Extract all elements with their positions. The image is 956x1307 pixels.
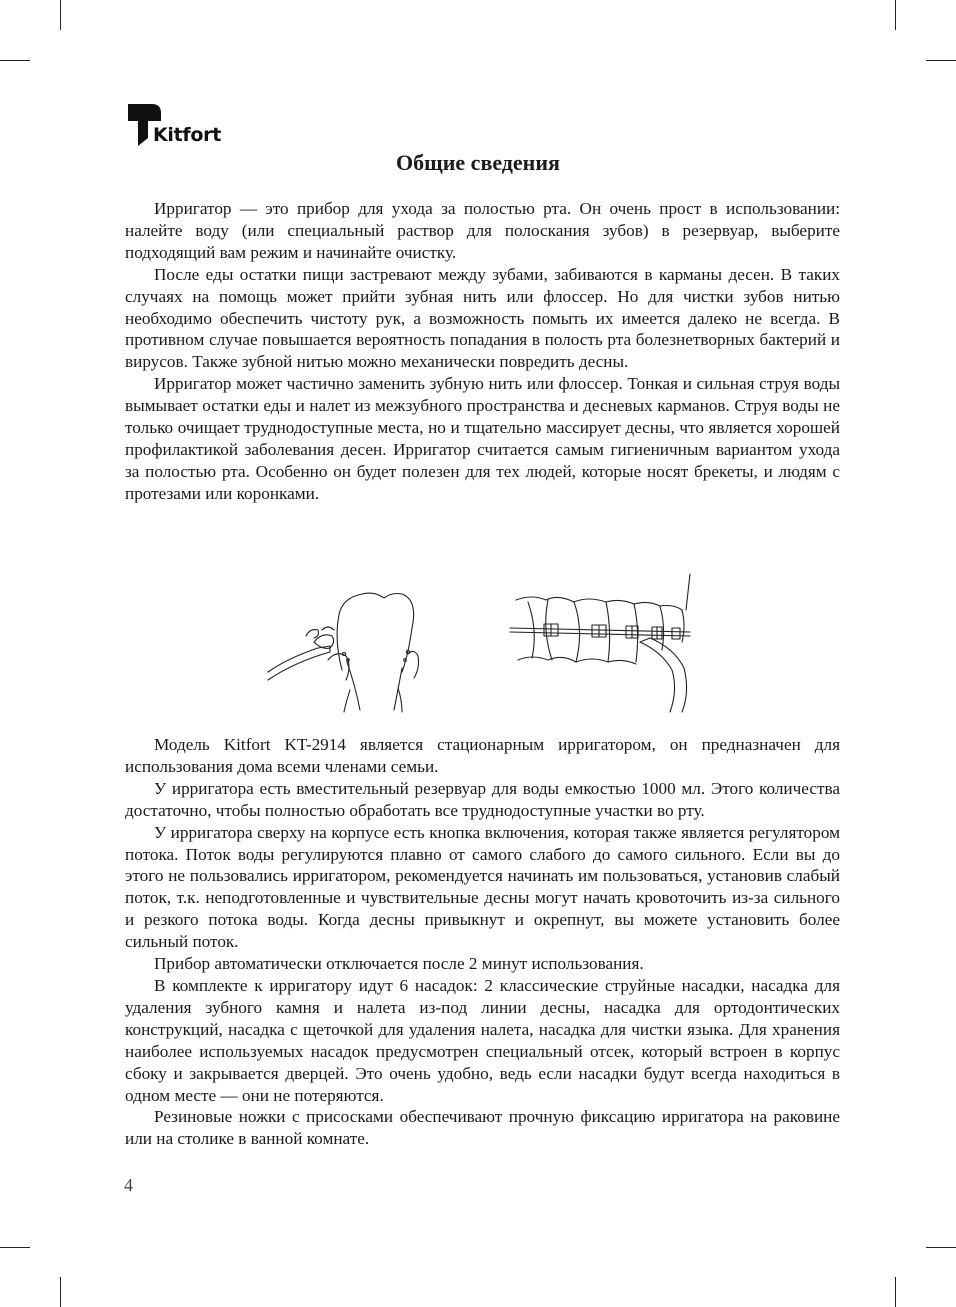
irrigation-illustration — [262, 570, 702, 715]
paragraph: У ирригатора есть вместительный резервуар для воды емкостью 1000 мл. Этого количества достаточно, чтобы полностью обработать все труднодоступные участки во рту. — [125, 778, 840, 820]
crop-mark-right-bottom — [926, 1247, 956, 1248]
paragraph: Резиновые ножки с присосками обеспечивают прочную фиксацию ирригатора на раковине или на столике в ванной комнате. — [125, 1107, 840, 1149]
paragraph: Модель Kitfort KT-2914 является стационарным ирригатором, он предназначен для использования дома всеми членами семьи. — [125, 735, 840, 776]
crop-mark-top-right — [895, 0, 896, 30]
intro-text — [125, 198, 840, 505]
paragraph: Ирригатор может частично заменить зубную нить или флоссер. Тонкая и сильная струя воды вымывает остатки еды и налет из межзубного пространства и десневых карманов. Струя воды не только очищает труднодоступные места, но и тщательно массирует десны, что является хорошей профилактикой заболевания десен. Ирригатор считается самым гигиеничным вариантом ухода за полостью рта. Особенно он будет полезен для тех людей, которые носят брекеты, и людям с протезами или коронками. — [125, 374, 840, 503]
page-title: Общие сведения — [396, 150, 560, 175]
page-number: 4 — [124, 1175, 133, 1195]
crop-mark-bottom-right — [895, 1277, 896, 1307]
crop-mark-right-top — [926, 60, 956, 61]
crop-mark-left-bottom — [0, 1247, 30, 1248]
brand-name: Kitfort — [153, 124, 221, 146]
paragraph: Прибор автоматически отключается после 2 минут использования. — [154, 954, 644, 974]
paragraph: После еды остатки пищи застревают между зубами, забиваются в карманы десен. В таких случаях на помощь может прийти зубная нить или флоссер. Но для чистки зубов нитью необходимо обеспечить чистоту рук, а возможность помыть их имеется далеко не всегда. В противном случае повышается вероятность попадания в полость рта болезнетворных бактерий и вирусов. Также зубной нитью можно механически повредить десны. — [125, 264, 840, 372]
model-description-text — [125, 734, 840, 1150]
crop-mark-left-top — [0, 60, 30, 61]
crop-mark-bottom-left — [60, 1277, 61, 1307]
crop-mark-top-left — [60, 0, 61, 30]
teeth-with-braces-irrigation-icon — [510, 574, 690, 712]
paragraph: У ирригатора сверху на корпусе есть кнопка включения, которая также является регулятором потока. Поток воды регулируются плавно от самого слабого до самого сильного. Если вы до этого не пользовались ирригатором, рекомендуется начинать им пользоваться, установив слабый поток, т.к. неподготовленные и чувствительные десны могут начать кровоточить из-за сильного и резкого потока воды. Когда десны привыкнут и окрепнут, вы можете установить более сильный поток. — [125, 822, 840, 952]
paragraph: В комплекте к ирригатору идут 6 насадок: 2 классические струйные насадки, насадка для удаления зубного камня и налета из-под линии десны, насадка для ортодонтических конструкций, насадка с щеточкой для удаления налета, насадка для чистки языка. Для хранения наиболее используемых насадок предусмотрен специальный отсек, который встроен в корпус сбоку и закрывается дверцей. Это очень удобно, ведь если насадки будут всегда находиться в одном месте — они не потеряются. — [125, 975, 840, 1105]
tooth-cross-section-irrigation-icon — [268, 593, 419, 712]
paragraph: Ирригатор — это прибор для ухода за полостью рта. Он очень прост в использовании: налейте воду (или специальный раствор для полоскания зубов) в резервуар, выберите подходящий вам режим и начинайте очистку. — [125, 199, 840, 262]
